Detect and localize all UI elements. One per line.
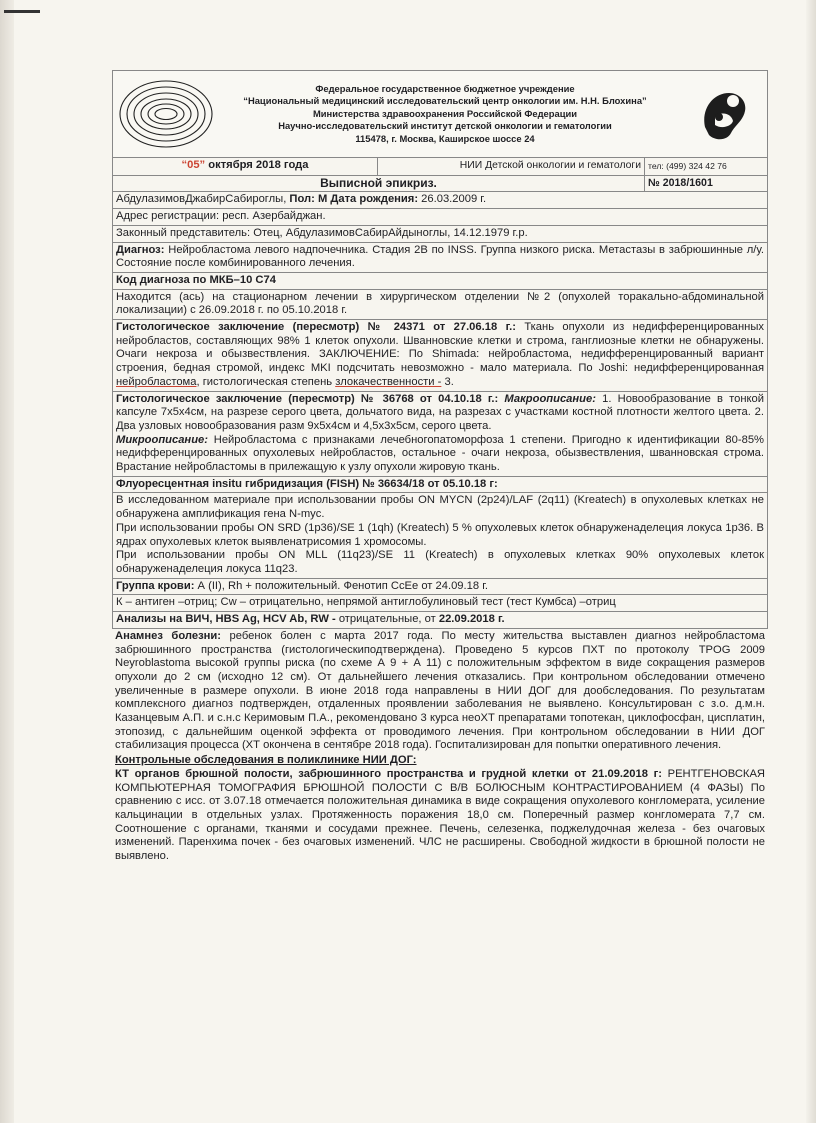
control-title: Контрольные обследования в поликлинике НИИ ДОГ: (115, 754, 417, 767)
center-logo-icon (117, 77, 215, 151)
histology-1-text: 3. (441, 375, 454, 388)
page-edge-left (0, 0, 14, 1123)
icd-code: Код диагноза по МКБ–10 С74 (112, 273, 768, 290)
institute-name: НИИ Детской онкологии и гематологи (459, 160, 641, 171)
histology-1-underlined: злокачественности - (335, 375, 442, 388)
tests-text: отрицательные, от (335, 613, 439, 626)
antigen-results: К – антиген –отриц; Cw – отрицательно, непрямой антиглобулиновый тест (тест Кумбса) –отриц (112, 595, 768, 612)
header-line: Федеральное государственное бюджетное учреждение (315, 83, 575, 94)
document-number: № 2018/1601 (644, 176, 767, 192)
date-row (112, 157, 768, 176)
blood-group-text: А (II), Rh + положительный. Фенотип CcEe от 24.09.18 г. (194, 579, 489, 592)
micro-label: Микроописание: (116, 433, 208, 446)
anamnesis-text: ребенок болен с марта 2017 года. По месту жительства выставлен диагноз нейробластома забрюшинного пространства (гистологическиподтверждена). Проведено 5 курсов ПХТ по протоколу TPOG 2009 Neyroblastoma высокой группы риска (по схеме А 9 + А 11) с положительным эффектом в виде сокращения размеров опухоли до 2 см (исходно 12 см). От дальнейшего лечения отказались. При контрольном обследовании отмечено увеличенные в размере опухоли. В июне 2018 года направлены в НИИ ДОГ для дообследования. По результатам комплексного диагноз подтвержден, отдаленных проявлении заболевания не выявлено. Консультирован с з.о. д.м.н. Казанцевым А.П. и с.н.с Керимовым П.А., рекомендовано 3 курса неоХТ препаратами топотекан, циклофосфан, цисплатин, этопозид, с дальнейшим оценкой эффекта от проводимого лечения. При контрольном обследовании в НИИ ДОГ стабилизация процесса (ХТ окончена в сентябре 2018 года). Госпитализирован для попытки оперативного лечения. (115, 629, 765, 752)
header-line: Министерства здравоохранения Российской Федерации (312, 107, 577, 119)
diagnosis-section (112, 243, 768, 273)
blood-group-label: Группа крови: (116, 579, 195, 592)
title-row (112, 176, 768, 193)
patient-name-row (112, 192, 768, 209)
document-date (113, 158, 378, 175)
histology-1-text: , гистологическая степень (196, 375, 336, 388)
fish-paragraph: При использовании пробы ON SRD (1p36)/SE 1 (1qh) (Kreatech) 5 % опухолевых клеток обнаруженаделеция локуса 1р36. В ядрах опухолевых клеток выявленатрисомия 1 хромосомы. (116, 521, 764, 548)
date-day: “05” (181, 159, 206, 171)
fish-results (112, 493, 768, 578)
header-line: 115478, г. Москва, Каширское шоссе 24 (355, 132, 535, 144)
fish-paragraph: В исследованном материале при использовании пробы ON MYCN (2p24)/LAF (2q11) (Kreatech) в опухолевых клетках не обнаружена амплификация гена N-myc. (116, 494, 764, 521)
histology-1 (112, 320, 768, 392)
document-title: Выписной эпикриз. (320, 175, 437, 190)
mother-child-logo-icon (687, 77, 761, 151)
micro-text: Нейробластома с признаками лечебногопатоморфоза 1 степени. Пригодно к идентификации 80-85% недифференцированных опухолевых нейробластов, остальное - очаги некроза, обызвествления, шванновская строма. Врастание нейробластомы в прилежащую к узлу опухоли жировую ткань. (116, 433, 764, 474)
hospital-stay: Находится (ась) на стационарном лечении в хирургическом отделении №2 (опухолей торакально-абдоминальной локализации) с 26.09.2018 г. по 05.10.2018 г. (112, 290, 768, 320)
date-rest: октября 2018 года (205, 159, 309, 171)
fish-title: Флуоресцентная insitu гибридизация (FISH) № 36634/18 от 05.10.18 г: (112, 477, 768, 494)
header-line: “Национальный медицинский исследовательский центр онкологии им. Н.Н. Блохина” (243, 95, 647, 107)
diagnosis-text: Нейробластома левого надпочечника. Стадия 2В по INSS. Группа низкого риска. Метастазы в забрюшинные л/у. Состояние после комбинированного лечения. (116, 243, 764, 270)
patient-address: Адрес регистрации: респ. Азербайджан. (112, 209, 768, 226)
phone-number: тел: (499) 324 42 76 (644, 158, 767, 175)
discharge-document (112, 70, 768, 864)
histology-2-label: Гистологическое заключение (пересмотр) № 36768 от 04.10.18 г.: (116, 392, 499, 405)
fish-paragraph: При использовании пробы ON MLL (11q23)/SE 11 (Kreatech) в опухолевых клетках 90% опухолевых клеток обнаруженаделеция локуса 11q23. (116, 549, 764, 575)
anamnesis-label: Анамнез болезни: (115, 629, 221, 642)
tests-date: 22.09.2018 г. (438, 613, 505, 626)
patient-guardian: Законный представитель: Отец, АбдулазимовСабирАйдыноглы, 14.12.1979 г.р. (112, 226, 768, 243)
ct-text: РЕНТГЕНОВСКАЯ КОМПЬЮТЕРНАЯ ТОМОГРАФИЯ БРЮШНОЙ ПОЛОСТИ С В/В БОЛЮСНЫМ КОНТРАСТИРОВАНИЕМ (4 ФАЗЫ) По сравнению с исс. от 3.07.18 отмечается положительная динамика в виде сокращения опухолевого конгломерата, усиление кальцинации в отдельных узлах. Протяженность поражения 18,0 см. Поперечный размер конгломерата 7,7 см. Соотношение с органами, тканями и сосудами прежнее. Печень, селезенка, поджелудочная железа - без очаговых изменений. Паренхима почек - без очаговых изменений. ЧЛС не расширены. Свободной жидкости в брюшной полости не выявлено. (115, 767, 765, 863)
histology-1-underlined: нейробластома (116, 375, 197, 388)
pen-mark (4, 10, 40, 13)
sex-dob-label: Пол: М Дата рождения: (289, 193, 419, 206)
letterhead (112, 70, 768, 157)
header-line: Научно-исследовательский институт детской онкологии и гематологии (278, 120, 612, 132)
tests-label: Анализы на ВИЧ, HBS Ag, HCV Ab, RW - (116, 613, 336, 626)
histology-1-text: Ткань опухоли из недифференцированных нейробластов, составляющих 98% 1 клеток опухоли. Шванновские клетки и строма, ганглиозные клетки не обнаружены. Очаги некроза и обызвествления. ЗАКЛЮЧЕНИЕ: По Shimada: нейробластома, недифференцированный вариант строения, бедная стромой, индекс MKI подсчитать невозможно - мало материала. По Joshi: недифференцированная (116, 321, 764, 375)
control-exams (112, 753, 768, 864)
page-edge-right (806, 0, 816, 1123)
blood-group (112, 579, 768, 596)
ct-label: КТ органов брюшной полости, забрюшинного пространства и грудной клетки от 21.09.2018 г: (115, 767, 662, 780)
histology-1-label: Гистологическое заключение (пересмотр) № 24371 от 27.06.18 г.: (116, 321, 516, 334)
patient-name: АбдулазимовДжабирСабироглы, (116, 193, 290, 206)
anamnesis (112, 629, 768, 753)
macro-label: Макроописание: (498, 392, 596, 405)
patient-dob: 26.03.2009 г. (418, 193, 487, 206)
diagnosis-label: Диагноз: (116, 243, 165, 256)
institution-header (213, 83, 677, 145)
infection-tests (112, 612, 768, 629)
histology-2 (112, 392, 768, 477)
macro-text: 1. Новообразование в тонкой капсуле 7х5х4см, на разрезе серого цвета, дольчатого вида, на разрезах с участками костной плотности желтого цвета. 2. Два узловых новообразования разм 9х5х4см и 4,5х3х5см, серого цвета. (116, 392, 765, 432)
